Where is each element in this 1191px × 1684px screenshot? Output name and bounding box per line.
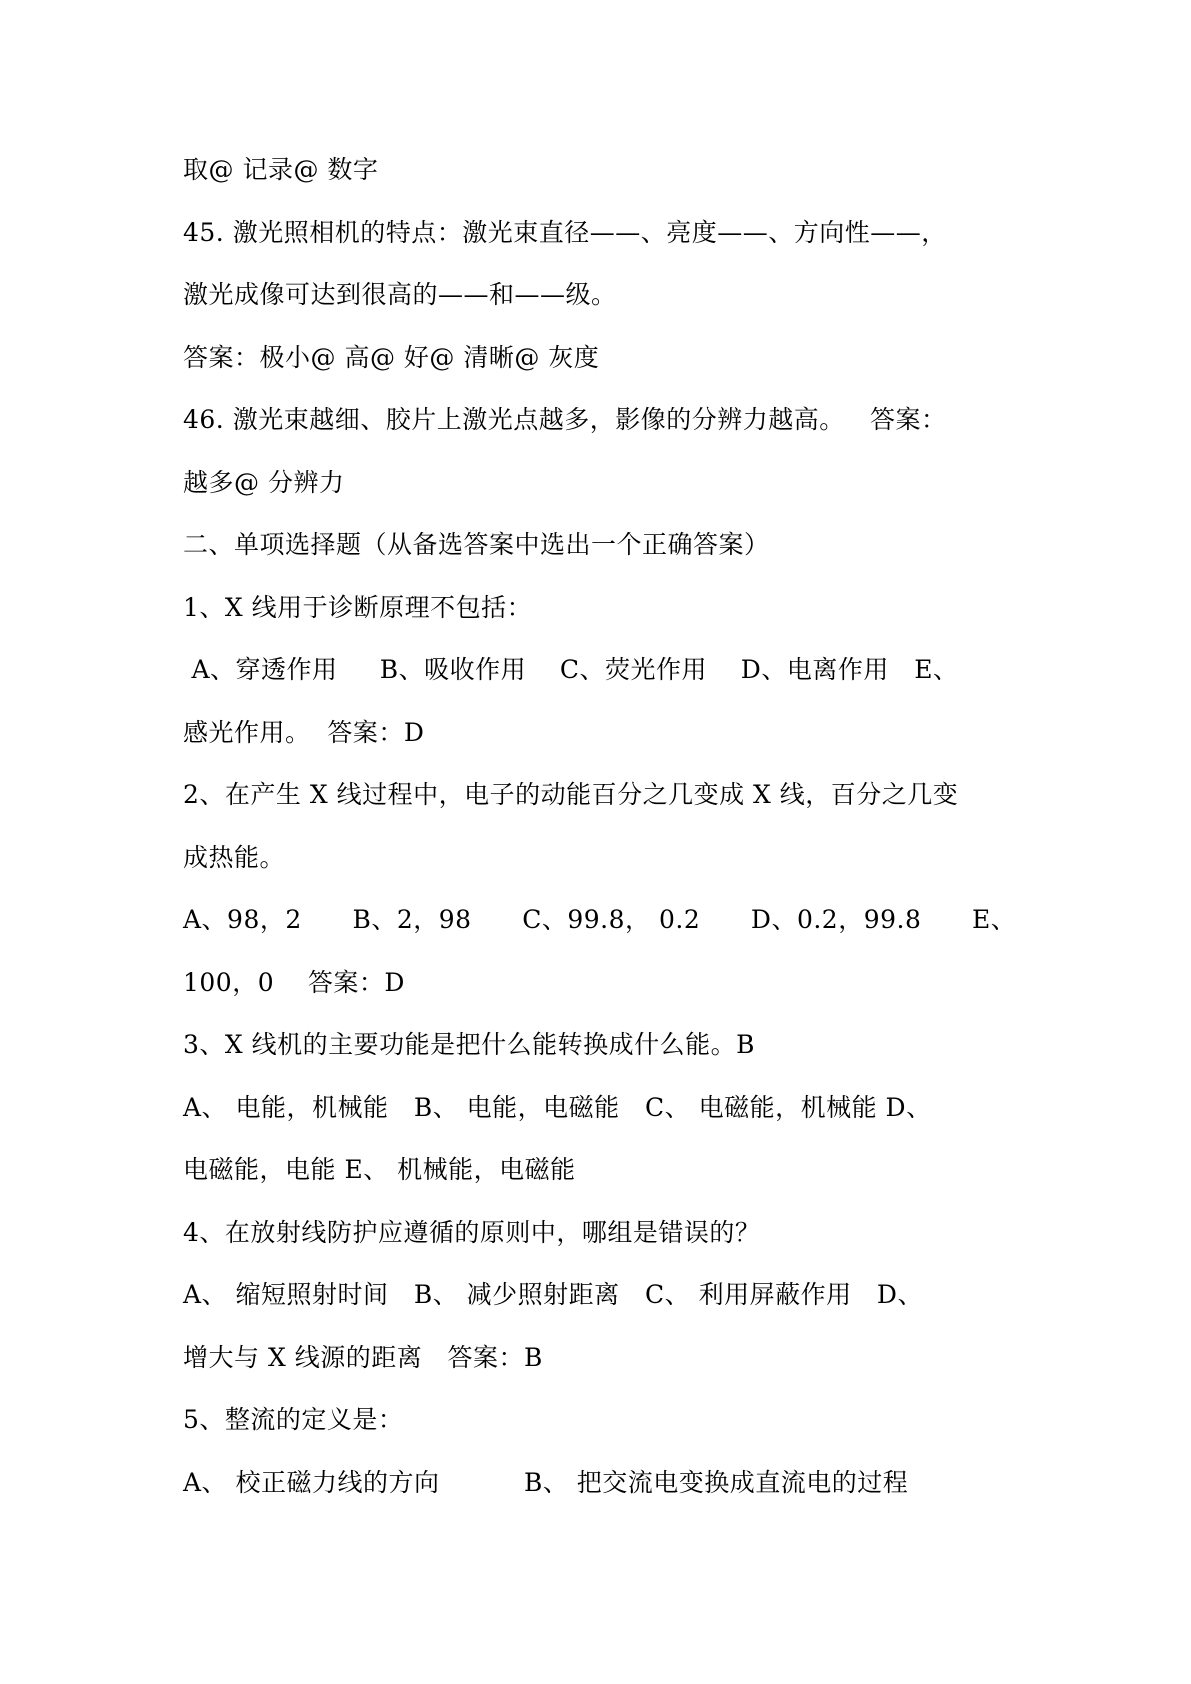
question-5-options: A、 校正磁力线的方向 B、 把交流电变换成直流电的过程 [183, 1467, 909, 1497]
question-2-line-2: 成热能。 [183, 842, 286, 872]
question-2-options: A、98，2 B、2，98 C、99.8， 0.2 D、0.2，99.8 E、 [183, 905, 1017, 934]
question-45-line-1: 45. 激光照相机的特点：激光束直径——、亮度——、方向性——， [183, 217, 947, 247]
question-1: 1、X 线用于诊断原理不包括： [183, 592, 533, 622]
question-5: 5、整流的定义是： [183, 1405, 404, 1434]
question-45-line-2: 激光成像可达到很高的——和——级。 [183, 280, 617, 309]
answer-45: 答案：极小@ 高@ 好@ 清晰@ 灰度 [183, 342, 600, 372]
document-page [183, 148, 1023, 1523]
question-2-options-cont: 100，0 答案：D [183, 967, 405, 997]
answer-46: 越多@ 分辨力 [183, 467, 345, 497]
question-1-options-cont: 感光作用。 答案：D [183, 717, 425, 747]
question-46-line-1: 46. 激光束越细、胶片上激光点越多，影像的分辨力越高。 答案： [183, 405, 947, 434]
question-3-options: A、 电能，机械能 B、 电能，电磁能 C、 电磁能，机械能 D、 [183, 1092, 932, 1122]
section-heading: 二、单项选择题（从备选答案中选出一个正确答案） [183, 530, 770, 559]
text-line: 取@ 记录@ 数字 [183, 155, 379, 184]
question-2-line-1: 2、在产生 X 线过程中，电子的动能百分之几变成 X 线，百分之几变 [183, 780, 959, 809]
question-4-options: A、 缩短照射时间 B、 减少照射距离 C、 利用屏蔽作用 D、 [183, 1280, 923, 1309]
question-3-options-cont: 电磁能，电能 E、 机械能，电磁能 [183, 1155, 576, 1184]
question-4-options-cont: 增大与 X 线源的距离 答案：B [183, 1342, 543, 1372]
question-4: 4、在放射线防护应遵循的原则中，哪组是错误的？ [183, 1217, 761, 1247]
question-1-options: A、穿透作用 B、吸收作用 C、荧光作用 D、电离作用 E、 [183, 655, 959, 684]
question-3: 3、X 线机的主要功能是把什么能转换成什么能。B [183, 1030, 756, 1059]
